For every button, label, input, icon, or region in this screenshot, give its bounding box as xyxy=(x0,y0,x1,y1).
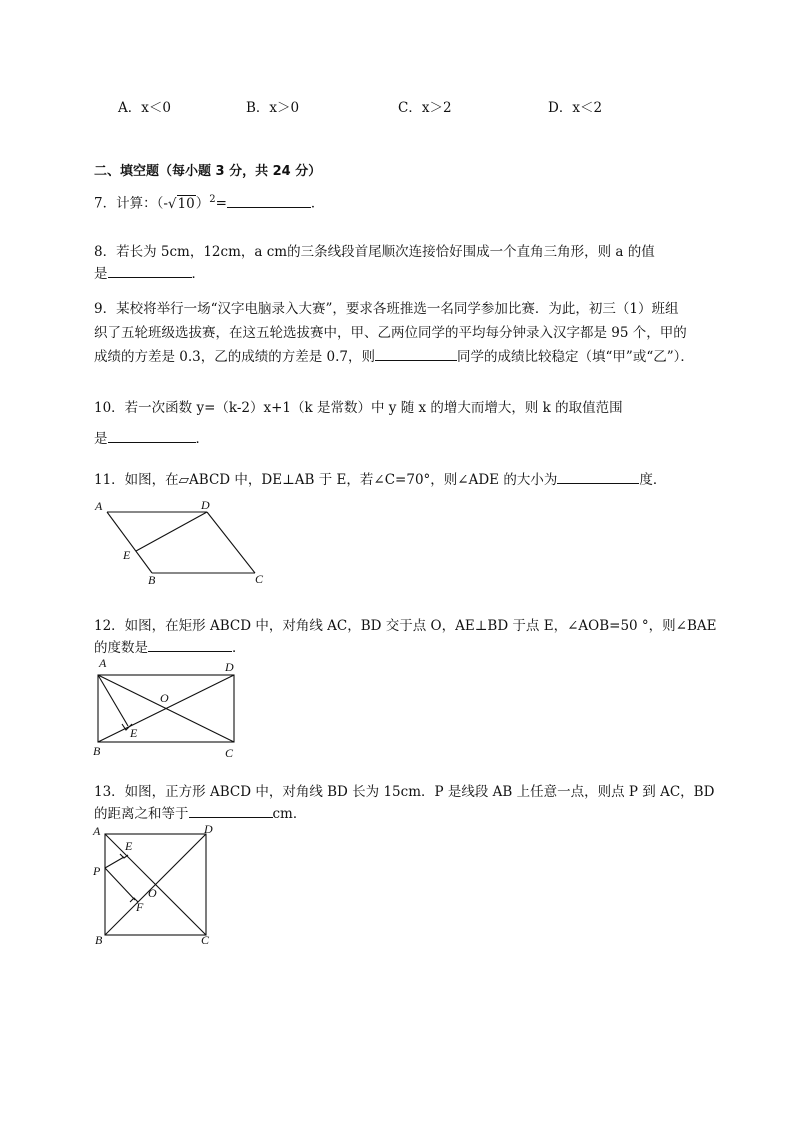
label-a: A xyxy=(99,656,107,670)
label-d: D xyxy=(204,822,213,836)
label-f: F xyxy=(136,900,144,914)
question-8-line1: 8．若长为 5cm，12cm，a cm的三条线段首尾顺次连接恰好围成一个直角三角形，则 a 的值 xyxy=(94,244,655,260)
answer-blank[interactable] xyxy=(108,428,196,443)
q6-option-c: C．x＞2 xyxy=(398,100,452,116)
label-e: E xyxy=(125,839,133,853)
label-b: B xyxy=(148,573,156,587)
label-c: C xyxy=(201,933,210,947)
question-9-line1: 9．某校将举行一场“汉字电脑录入大赛”，要求各班推选一名同学参加比赛．为此，初三（1）班组 xyxy=(94,301,679,317)
question-10-line1: 10．若一次函数 y=（k-2）x+1（k 是常数）中 y 随 x 的增大而增大，则 k 的取值范围 xyxy=(94,400,623,416)
label-c: C xyxy=(255,572,264,586)
square-figure xyxy=(88,822,228,948)
question-13-line1: 13．如图，正方形 ABCD 中，对角线 BD 长为 15cm．P 是线段 AB 上任意一点，则点 P 到 AC，BD xyxy=(94,784,715,800)
answer-blank[interactable] xyxy=(557,469,639,484)
q6-option-b: B．x＞0 xyxy=(246,100,300,116)
answer-blank[interactable] xyxy=(227,193,311,208)
answer-blank[interactable] xyxy=(148,637,232,652)
question-13-line2: 的距离之和等于 cm． xyxy=(94,803,306,824)
answer-blank[interactable] xyxy=(108,263,192,278)
q6-option-d: D．x＜2 xyxy=(548,100,603,116)
question-10-line2: 是 ． xyxy=(94,428,209,449)
label-o: O xyxy=(160,691,169,705)
question-8-line2: 是 ． xyxy=(94,263,205,284)
label-a: A xyxy=(93,824,101,838)
label-e: E xyxy=(130,726,138,740)
question-12-line1: 12．如图，在矩形 ABCD 中，对角线 AC，BD 交于点 O，AE⊥BD 于点 E，∠AOB=50 °，则∠BAE xyxy=(94,618,717,634)
label-d: D xyxy=(225,660,234,674)
sqrt-sign: √10 xyxy=(167,195,195,212)
question-9-line2: 织了五轮班级选拔赛，在这五轮选拔赛中，甲、乙两位同学的平均每分钟录入汉字都是 95 个，甲的 xyxy=(94,325,687,341)
label-a: A xyxy=(95,499,103,513)
question-7: 7．计算：$(-√10)^2=$ ． xyxy=(94,194,325,212)
label-p: P xyxy=(93,864,101,878)
question-9-line3: 成绩的方差是 0.3，乙的成绩的方差是 0.7，则 同学的成绩比较稳定（填“甲”或“乙”）． xyxy=(94,346,694,367)
parallelogram-figure xyxy=(90,496,280,588)
label-o: O xyxy=(148,886,157,900)
section-heading: 二、填空题（每小题 3 分，共 24 分） xyxy=(94,164,322,179)
question-11: 11．如图，在▱ABCD 中，DE⊥AB 于 E，若∠C=70°，则∠ADE 的大小为 度． xyxy=(94,469,666,490)
label-d: D xyxy=(201,498,210,512)
question-12-line2: 的度数是 ． xyxy=(94,637,246,658)
rectangle-figure xyxy=(88,654,248,762)
q6-option-a: A．x＜0 xyxy=(118,100,171,116)
label-e: E xyxy=(123,548,131,562)
label-c: C xyxy=(225,746,234,760)
answer-blank[interactable] xyxy=(189,803,273,818)
label-b: B xyxy=(93,744,101,758)
answer-blank[interactable] xyxy=(375,346,457,361)
label-b: B xyxy=(95,933,103,947)
